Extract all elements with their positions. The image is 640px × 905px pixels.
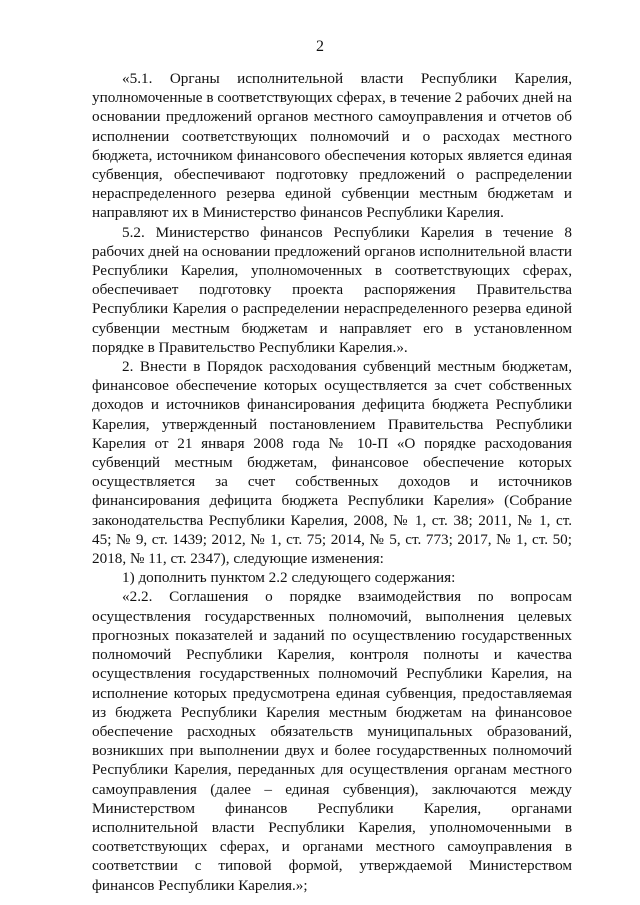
page-number: 2 xyxy=(316,38,324,55)
paragraph-subitem-1: 1) дополнить пунктом 2.2 следующего содержания: xyxy=(122,569,456,587)
paragraph-item-2: 2. Внести в Порядок расходования субвенций местным бюджетам, финансовое обеспечение которых осуществляется за счет собственных доходов и источников финансирования дефицита бюджета Республики Карелия, утвержденный постановлением Правительства Республики Карелия от 21 января 2008 года № 10-П «О порядке расходования субвенций местным бюджетам, финансовое обеспечение которых осуществляется за счет собственных доходов и источников финансирования дефицита бюджета Республики Карелия» (Собрание законодательства Республики Карелия, 2008, № 1, ст. 38; 2011, № 1, ст. 45; № 9, ст. 1439; 2012, № 1, ст. 75; 2014, № 5, ст. 773; 2017, № 1, ст. 50; 2018, № 11, ст. 2347), следующие изменения: xyxy=(92,358,572,568)
paragraph-5-2: 5.2. Министерство финансов Республики Карелия в течение 8 рабочих дней на основании предложений органов исполнительной власти Республики Карелия, уполномоченных в соответствующих сферах, обеспечивает подготовку проекта распоряжения Правительства Республики Карелия о распределении нераспределенного резерва единой субвенции местным бюджетам и направляет его в установленном порядке в Правительство Республики Карелия.». xyxy=(92,223,572,356)
paragraph-2-2: «2.2. Соглашения о порядке взаимодействия по вопросам осуществления государственных полномочий, выполнения целевых прогнозных показателей и заданий по осуществлению государственных полномочий Республики Карелия, контроля полноты и качества осуществления государственных полномочий Республики Карелия, на исполнение которых предусмотрена единая субвенция, предоставляемая из бюджета Республики Карелия местным бюджетам на финансовое обеспечение расходных обязательств муниципальных образований, возникших при выполнении двух и более государственных полномочий Республики Карелия, переданных для осуществления органам местного самоуправления (далее – единая субвенция), заключаются между Министерством финансов Республики Карелия, органами исполнительной власти Республики Карелия, уполномоченными в соответствующих сферах, и органами местного самоуправления в соответствии с типовой формой, утверждаемой Министерством финансов Республики Карелия.»; xyxy=(92,588,572,894)
document-body xyxy=(92,69,572,895)
paragraph-5-1: «5.1. Органы исполнительной власти Республики Карелия, уполномоченные в соответствующих сферах, в течение 2 рабочих дней на основании предложений органов местного самоуправления и отчетов об исполнении соответствующих полномочий и о расходах местного бюджета, источником финансового обеспечения которых является единая субвенция, обеспечивают подготовку предложений о распределении нераспределенного резерва единой субвенции местным бюджетам и направляют их в Министерство финансов Республики Карелия. xyxy=(92,70,572,222)
